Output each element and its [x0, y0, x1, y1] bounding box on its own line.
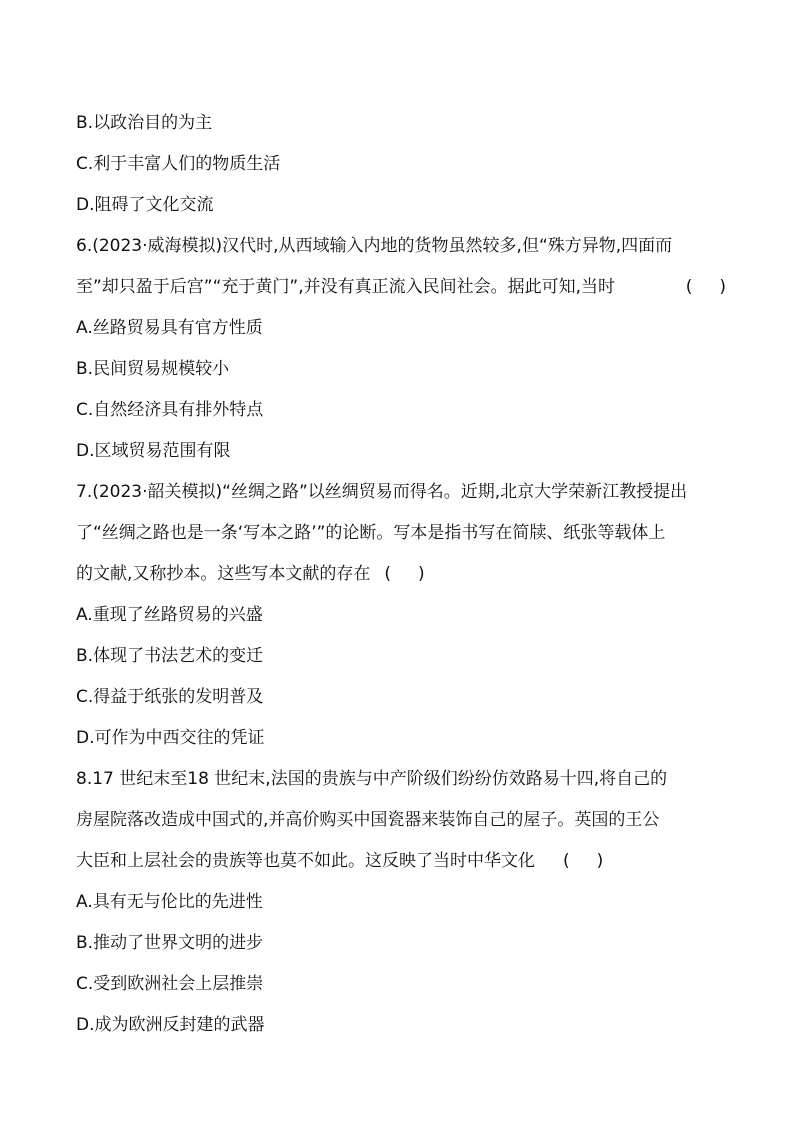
question-7-option-c: C.得益于纸张的发明普及	[76, 687, 264, 707]
question-6-text-line-1: 6.(2023·威海模拟)汉代时,从西域输入内地的货物虽然较多,但“殊方异物,四面而	[76, 236, 673, 256]
question-8-option-d: D.成为欧洲反封建的武器	[76, 1015, 265, 1035]
question-6-option-d: D.区域贸易范围有限	[76, 441, 231, 461]
question-8-stem-end: 大臣和上层社会的贵族等也莫不如此。这反映了当时中华文化	[76, 851, 535, 871]
question-6-option-a: A.丝路贸易具有官方性质	[76, 318, 263, 338]
question-8-option-b: B.推动了世界文明的进步	[76, 933, 264, 953]
question-7-text-line-1: 7.(2023·韶关模拟)“丝绸之路”以丝绸贸易而得名。近期,北京大学荣新江教授提出	[76, 482, 688, 502]
question-8-option-a: A.具有无与伦比的先进性	[76, 892, 263, 912]
question-content	[76, 103, 726, 1046]
question-7-option-d: D.可作为中西交往的凭证	[76, 728, 265, 748]
question-6-text-line-2	[76, 267, 726, 308]
option-b: B.以政治目的为主	[76, 113, 213, 133]
question-7-answer-blank: ( )	[384, 564, 425, 584]
question-7-text-line-3	[76, 554, 726, 595]
option-d: D.阻碍了文化交流	[76, 195, 214, 215]
question-8-option-c: C.受到欧洲社会上层推崇	[76, 974, 264, 994]
question-6-option-b: B.民间贸易规模较小	[76, 359, 230, 379]
question-6-stem-end: 至”却只盈于后宫”“充于黄门”,并没有真正流入民间社会。据此可知,当时	[76, 277, 616, 297]
question-7-option-a: A.重现了丝路贸易的兴盛	[76, 605, 263, 625]
question-8-answer-blank: ( )	[563, 851, 604, 871]
option-c: C.利于丰富人们的物质生活	[76, 154, 281, 174]
question-7-text-line-2: 了“丝绸之路也是一条‘写本之路’”的论断。写本是指书写在简牍、纸张等载体上	[76, 523, 666, 543]
question-6-option-c: C.自然经济具有排外特点	[76, 400, 264, 420]
question-7-option-b: B.体现了书法艺术的变迁	[76, 646, 264, 666]
question-8-text-line-3	[76, 841, 726, 882]
question-8-text-line-2: 房屋院落改造成中国式的,并高价购买中国瓷器来装饰自己的屋子。英国的王公	[76, 810, 660, 830]
question-8-text-line-1: 8.17 世纪末至18 世纪末,法国的贵族与中产阶级们纷纷仿效路易十四,将自己的	[76, 769, 668, 789]
question-6-answer-blank: ( )	[685, 277, 726, 297]
question-7-stem-end: 的文献,又称抄本。这些写本文献的存在	[76, 564, 371, 584]
